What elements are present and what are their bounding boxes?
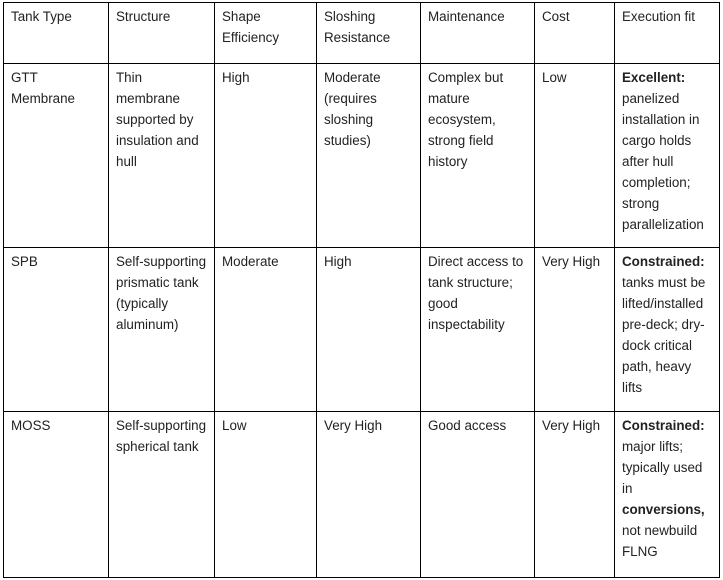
cell-structure: Self-supporting prismatic tank (typically aluminum) [109,248,215,412]
cell-sloshing-resistance: High [317,248,421,412]
cell-structure: Self-supporting spherical tank [109,412,215,578]
execution-fit-detail: panelized installation in cargo holds after hull completion; strong parallelization [622,91,704,232]
cell-execution-fit [615,64,720,248]
table-row-spb [4,248,720,412]
execution-fit-detail-end: not newbuild FLNG [622,523,698,559]
cell-tank-type: SPB [4,248,109,412]
header-shape-efficiency: Shape Efficiency [215,3,317,64]
execution-fit-detail: tanks must be lifted/installed pre-deck; dry-dock critical path, heavy lifts [622,275,706,395]
cell-structure: Thin membrane supported by insulation and hull [109,64,215,248]
header-row [4,3,720,64]
cell-execution-fit [615,248,720,412]
execution-fit-rating: Constrained: [622,418,705,433]
tank-comparison-table [3,2,720,578]
cell-sloshing-resistance: Moderate (requires sloshing studies) [317,64,421,248]
execution-fit-rating: Constrained: [622,254,705,269]
cell-shape-efficiency: Low [215,412,317,578]
cell-cost: Very High [535,412,615,578]
cell-tank-type: MOSS [4,412,109,578]
header-structure: Structure [109,3,215,64]
cell-shape-efficiency: High [215,64,317,248]
header-execution-fit: Execution fit [615,3,720,64]
cell-maintenance: Direct access to tank structure; good inspectability [421,248,535,412]
header-sloshing-resistance: Sloshing Resistance [317,3,421,64]
cell-execution-fit [615,412,720,578]
cell-maintenance: Complex but mature ecosystem, strong field history [421,64,535,248]
header-maintenance: Maintenance [421,3,535,64]
table-row-gtt-membrane [4,64,720,248]
header-tank-type: Tank Type [4,3,109,64]
execution-fit-detail: major lifts; typically used in [622,439,703,496]
cell-shape-efficiency: Moderate [215,248,317,412]
execution-fit-emphasis: conversions, [622,502,705,517]
cell-tank-type: GTT Membrane [4,64,109,248]
execution-fit-rating: Excellent: [622,70,686,85]
cell-maintenance: Good access [421,412,535,578]
cell-cost: Low [535,64,615,248]
cell-sloshing-resistance: Very High [317,412,421,578]
table-row-moss [4,412,720,578]
cell-cost: Very High [535,248,615,412]
header-cost: Cost [535,3,615,64]
